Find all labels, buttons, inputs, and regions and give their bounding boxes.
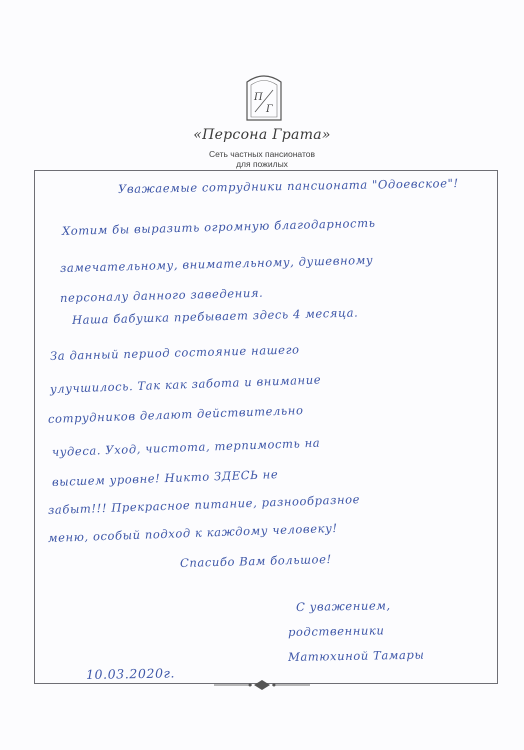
greeting: Уважаемые сотрудники пансионата "Одоевское"! [117,176,459,196]
signatory-text: родственники [287,623,385,639]
brand-subtitle-line2: для пожилых [236,159,288,169]
letter-line: замечательному, внимательному, душевному [59,252,374,275]
signature-name: Матюхиной Тамары [287,647,425,664]
letter-line: улучшилось. Так как забота и внимание [49,372,322,396]
letter-frame [34,170,498,684]
monogram-logo [241,72,287,124]
svg-text:Г: Г [266,104,273,115]
letter-date: 10.03.2020г. [85,665,176,682]
letter-line: Наша бабушка пребывает здесь 4 месяца. [71,305,359,327]
brand-name: «Персона Грата» [193,127,331,143]
svg-text:П: П [254,92,263,103]
letter-line: Хотим бы выразить огромную благодарность [61,215,376,238]
letter-line: высшем уровне! Никто ЗДЕСЬ не [51,467,279,489]
letter-line: персоналу данного заведения. [59,285,264,305]
letter-line: чудеса. Уход, чистота, терпимость на [51,435,321,459]
letter-line: сотрудников делают действительно [47,403,304,426]
brand-subtitle-line1: Сеть частных пансионатов [208,149,315,159]
letter-line: меню, особый подход к каждому человеку! [47,520,338,545]
letter-line: забыт!!! Прекрасное питание, разнообразное [47,492,361,517]
closing-text: С уважением, [295,598,391,614]
letter-line: За данный период состояние нашего [49,342,300,363]
letter-line: Спасибо Вам большое! [179,552,332,570]
ornament-divider [212,678,312,692]
